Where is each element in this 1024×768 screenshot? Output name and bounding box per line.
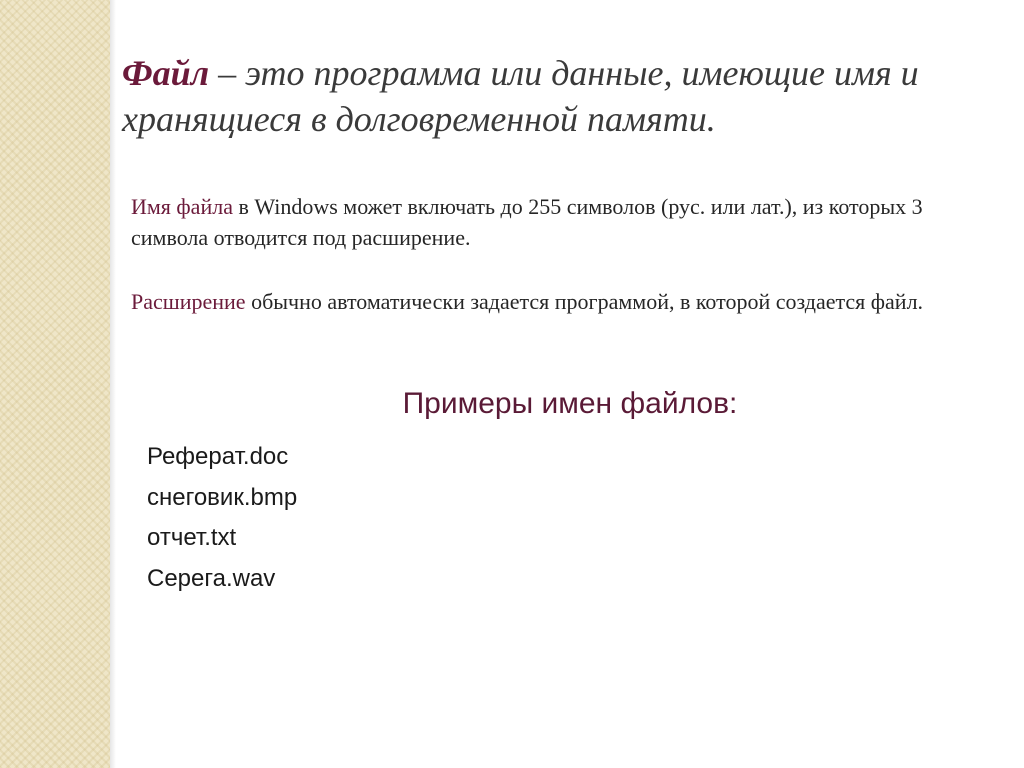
list-item: отчет.txt bbox=[147, 524, 237, 551]
definition-text: – это программа или данные, имеющие имя и хранящиеся в долговременной памяти. bbox=[122, 53, 919, 139]
filename-term: Имя файла bbox=[131, 194, 233, 219]
decorative-side-strip bbox=[0, 0, 110, 768]
extension-term: Расширение bbox=[131, 289, 246, 314]
examples-heading: Примеры имен файлов: bbox=[402, 387, 738, 420]
filename-paragraph bbox=[131, 191, 1001, 253]
list-item: снеговик.bmp bbox=[147, 483, 298, 511]
definition-term: Файл bbox=[122, 53, 210, 93]
extension-text: обычно автоматически задается программой, в которой создается файл. bbox=[245, 289, 924, 314]
example-file-list bbox=[147, 437, 297, 599]
side-strip-shadow bbox=[110, 0, 116, 768]
list-item: Серега.wav bbox=[147, 564, 276, 592]
extension-paragraph bbox=[131, 286, 1001, 317]
file-definition bbox=[122, 50, 1017, 142]
filename-text: в Windows может включать до 255 символов (рус. или лат.), из которых 3 символа отводится под расширение. bbox=[131, 194, 923, 250]
list-item: Реферат.doc bbox=[147, 443, 289, 470]
